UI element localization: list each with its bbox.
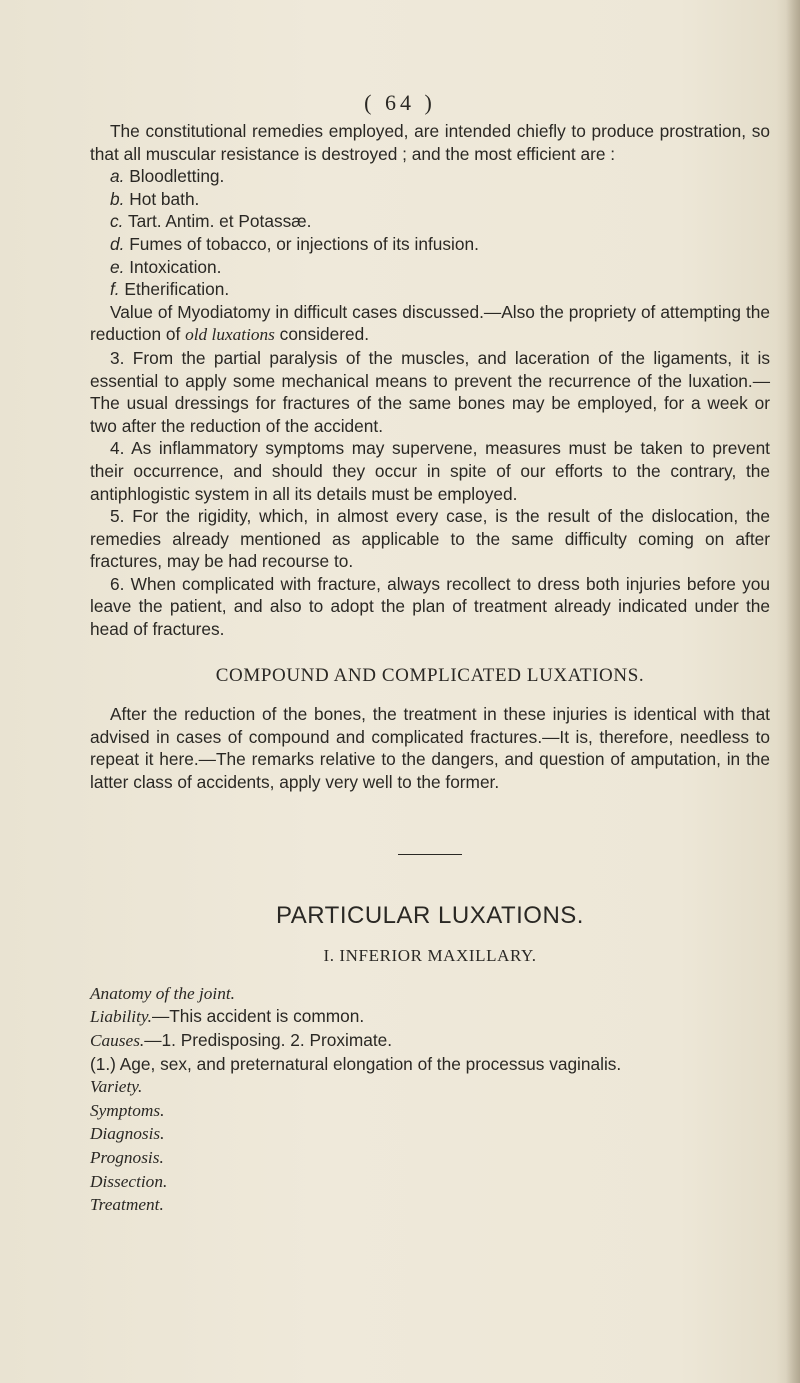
maxillary-outline xyxy=(90,982,770,1217)
outline-item: Anatomy of the joint. xyxy=(90,983,235,1003)
page-edge-shadow xyxy=(786,0,800,1383)
list-item xyxy=(90,256,770,279)
item-letter: c. xyxy=(110,211,124,232)
numbered-paragraph: 5. For the rigidity, which, in almost every case, is the result of the dislocation, the remedies already mentioned as applicable to the same difficulty coming on after fractures, may be had recourse to. xyxy=(90,506,770,572)
item-letter: a. xyxy=(110,166,125,187)
compound-paragraph: After the reduction of the bones, the treatment in these injuries is identical with that advised in cases of compound and complicated fractures.—It is, therefore, needless to repeat it here.—The remarks relative to the dangers, and question of amputation, in the latter class of accidents, apply very well to the former. xyxy=(90,704,770,793)
outline-item: Symptoms. xyxy=(90,1100,165,1120)
item-letter: e. xyxy=(110,256,125,277)
page-number: ( 64 ) xyxy=(364,90,436,115)
list-item xyxy=(90,188,770,211)
outline-item: Variety. xyxy=(90,1077,143,1097)
item-text: Tart. Antim. et Potassæ. xyxy=(127,211,312,232)
list-item xyxy=(90,165,770,188)
item-letter: d. xyxy=(110,233,125,254)
outline-item: Causes.—1. Predisposing. 2. Proximate. xyxy=(90,1030,393,1050)
outline-item: (1.) Age, sex, and preternatural elongation of the processus vaginalis. xyxy=(90,1053,622,1074)
item-text: Fumes of tobacco, or injections of its infusion. xyxy=(129,233,479,254)
remedy-list xyxy=(90,165,770,301)
item-text: Hot bath. xyxy=(129,188,200,209)
list-item xyxy=(90,278,770,301)
item-text: Intoxication. xyxy=(129,256,222,277)
particular-heading: PARTICULAR LUXATIONS. xyxy=(276,901,584,929)
item-letter: b. xyxy=(110,188,125,209)
numbered-paragraph: 4. As inflammatory symptoms may supervene, measures must be taken to prevent their occurrence, and should they occur in spite of our efforts to the contrary, the antiphlogistic system in all its details must be employed. xyxy=(90,438,770,504)
italic-phrase: old luxations xyxy=(185,325,275,345)
outline-item: Treatment. xyxy=(90,1195,164,1215)
outline-item: Liability.—This accident is common. xyxy=(90,1006,365,1027)
item-text: Bloodletting. xyxy=(129,166,225,187)
item-text: Etherification. xyxy=(124,279,230,300)
outline-item: Prognosis. xyxy=(90,1147,164,1167)
page-body xyxy=(90,88,770,1217)
list-item xyxy=(90,233,770,256)
numbered-paragraph: 6. When complicated with fracture, always recollect to dress both injuries before you leave the patient, and also to adopt the plan of treatment already indicated under the head of fractures. xyxy=(90,573,770,640)
myodiatomy-paragraph: Value of Myodiatomy in difficult cases discussed.—Also the propriety of attempting the reduction of old luxations considered. xyxy=(90,301,770,345)
list-item xyxy=(90,210,770,233)
section-divider xyxy=(398,854,462,855)
outline-item: Dissection. xyxy=(90,1171,168,1191)
compound-heading: COMPOUND AND COMPLICATED LUXATIONS. xyxy=(215,664,645,686)
numbered-paragraph: 3. From the partial paralysis of the muscles, and laceration of the ligaments, it is essential to apply some mechanical means to prevent the recurrence of the luxation.—The usual dressings for fractures of the same bones may be employed, for a week or two after the reduction of the accident. xyxy=(90,347,770,436)
maxillary-heading: I. INFERIOR MAXILLARY. xyxy=(323,946,537,966)
outline-item: Diagnosis. xyxy=(90,1124,165,1144)
intro-paragraph: The constitutional remedies employed, are intended chiefly to produce prostration, so that all muscular resistance is destroyed ; and the most efficient are : xyxy=(90,121,770,164)
item-letter: f. xyxy=(110,279,120,300)
